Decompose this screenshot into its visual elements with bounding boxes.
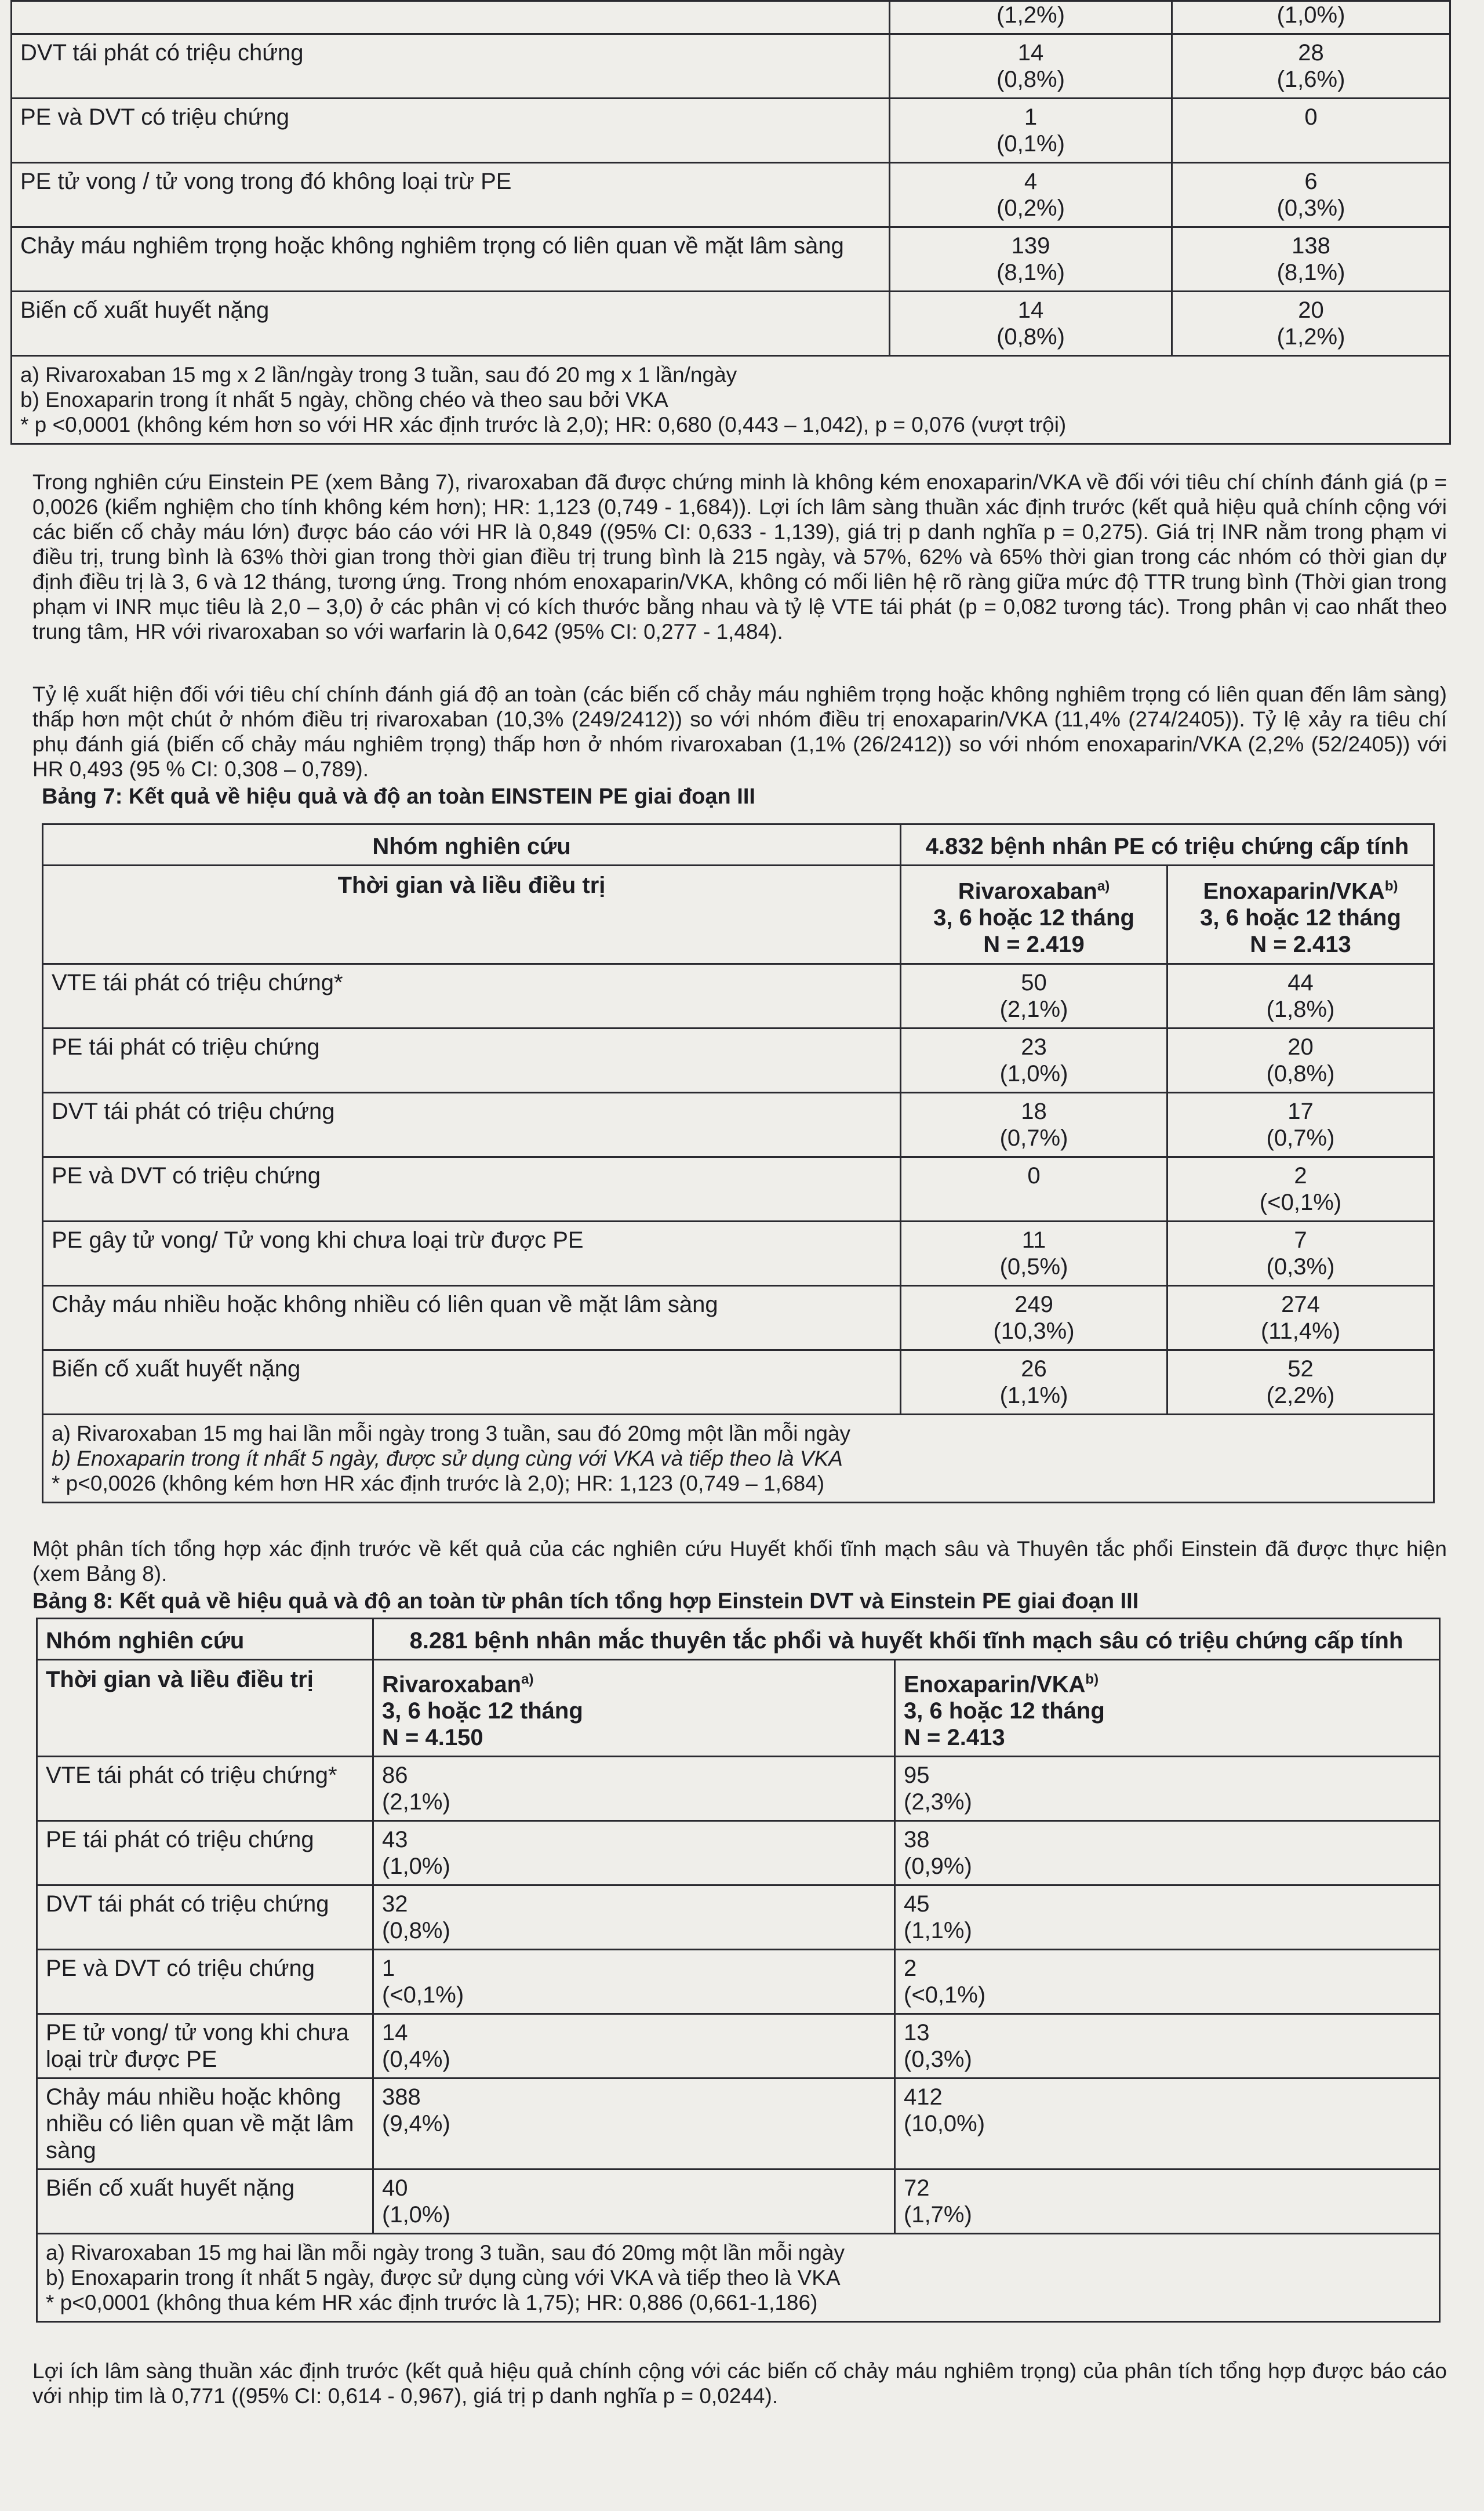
value-cell: [901, 1286, 1167, 1350]
percent-value: (0,3%): [1266, 1254, 1335, 1280]
footnote-star: * p <0,0001 (không kém hơn so với HR xác định trước là 2,0); HR: 0,680 (0,443 – 1,042), p = 0,076 (vượt trội): [20, 413, 1067, 437]
value-cell: [901, 1029, 1167, 1093]
table-row: [37, 2014, 1440, 2078]
value-cell: [1167, 964, 1434, 1029]
count-value: 1: [382, 1956, 395, 1982]
count-value: 38: [904, 1827, 930, 1853]
percent-value: (1,7%): [904, 2202, 972, 2228]
footnote-b: b) Enoxaparin trong ít nhất 5 ngày, được sử dụng cùng với VKA và tiếp theo là VKA: [52, 1447, 843, 1470]
count-value: 44: [1287, 970, 1314, 995]
percent-value: (0,8%): [996, 324, 1065, 350]
paragraph-net-clinical-benefit: Lợi ích lâm sàng thuần xác định trước (kết quả hiệu quả chính cộng với các biến cố chảy máu nghiêm trọng) của phân tích tổng hợp được báo cáo với nhịp tim là 0,771 ((95% CI: 0,614 - 0,967), giá trị p danh nghĩa p = 0,0244).: [32, 2359, 1447, 2408]
table-row: [37, 1885, 1440, 1950]
value-cell: [373, 1885, 895, 1950]
value-cell: [1167, 1350, 1434, 1415]
percent-value: (1,2%): [1276, 324, 1345, 350]
table-row: [37, 1757, 1440, 1821]
footnote-a: a) Rivaroxaban 15 mg x 2 lần/ngày trong 3 tuần, sau đó 20 mg x 1 lần/ngày: [20, 363, 737, 387]
percent-value: (1,6%): [1276, 67, 1345, 92]
count-value: 412: [904, 2084, 943, 2110]
count-value: 43: [382, 1827, 408, 1853]
value-cell: [901, 964, 1167, 1029]
count-value: 6: [1304, 169, 1318, 194]
percent-value: (1,0%): [999, 1061, 1068, 1086]
table-row: [37, 2078, 1440, 2170]
column-header-enoxaparin: Enoxaparin/VKA$^{b)}$ 3, 6 hoặc 12 tháng N = 2.413: [895, 1660, 1440, 1757]
value-cell: [895, 1885, 1440, 1950]
row-label: Biến cố xuất huyết nặng: [12, 292, 890, 356]
count-value: 274: [1281, 1292, 1320, 1317]
table-row: [43, 1093, 1434, 1157]
value-cell: [890, 34, 1172, 99]
value-cell: [373, 2170, 895, 2234]
percent-value: (2,1%): [382, 1789, 450, 1815]
percent-value: (0,4%): [382, 2047, 450, 2073]
table-row: [43, 1029, 1434, 1093]
value-cell: [1167, 1286, 1434, 1350]
percent-value: (0,8%): [382, 1918, 450, 1944]
value-cell: [895, 1757, 1440, 1821]
table-row: [37, 1821, 1440, 1885]
count-value: 20: [1287, 1034, 1314, 1060]
table-6-continuation: [10, 0, 1449, 445]
value-cell: [1172, 292, 1450, 356]
row-label: PE tái phát có triệu chứng: [37, 1821, 373, 1885]
percent-value: (<0,1%): [382, 1982, 464, 2008]
count-value: 388: [382, 2084, 421, 2110]
row-label: DVT tái phát có triệu chứng: [37, 1885, 373, 1950]
percent-value: (10,0%): [904, 2111, 985, 2137]
table-header-row: [43, 824, 1434, 866]
percent-value: (9,4%): [382, 2111, 450, 2137]
value-cell: [901, 1222, 1167, 1286]
value-cell: [895, 1821, 1440, 1885]
row-label: Biến cố xuất huyết nặng: [43, 1350, 901, 1415]
footnote-b: b) Enoxaparin trong ít nhất 5 ngày, chồng chéo và theo sau bởi VKA: [20, 388, 668, 412]
percent-value: (<0,1%): [1259, 1190, 1342, 1215]
footnote-star: * p<0,0026 (không kém hơn HR xác định trước là 2,0); HR: 1,123 (0,749 – 1,684): [52, 1471, 825, 1495]
table-row: [43, 1286, 1434, 1350]
value-cell: [373, 1821, 895, 1885]
count-value: 72: [904, 2175, 930, 2201]
row-label: PE tái phát có triệu chứng: [43, 1029, 901, 1093]
value-cell: [1172, 227, 1450, 292]
percent-value: (0,3%): [904, 2047, 972, 2073]
table-8-title: Bảng 8: Kết quả về hiệu quả và độ an toàn từ phân tích tổng hợp Einstein DVT và Einstein PE giai đoạn III: [32, 1589, 1139, 1614]
value-cell: [895, 2014, 1440, 2078]
value-cell: [373, 2078, 895, 2170]
count-value: 0: [1027, 1163, 1041, 1189]
value-cell: [373, 1757, 895, 1821]
percent-value: (1,0%): [382, 2202, 450, 2228]
row-label: DVT tái phát có triệu chứng: [43, 1093, 901, 1157]
column-header: Thời gian và liều điều trị: [43, 866, 901, 964]
table-row: [43, 1157, 1434, 1222]
table-footnotes: [43, 1415, 1434, 1503]
value-cell: [895, 1950, 1440, 2014]
value-cell: [1167, 1029, 1434, 1093]
value-cell: [1172, 163, 1450, 227]
percent-value: (1,8%): [1266, 997, 1335, 1022]
count-value: 32: [382, 1891, 408, 1917]
value-cell: [373, 1950, 895, 2014]
percent-value: (0,5%): [999, 1254, 1068, 1280]
table-row: [12, 163, 1450, 227]
percent-value: (2,1%): [999, 997, 1068, 1022]
count-value: 0: [1304, 104, 1318, 130]
count-value: 95: [904, 1763, 930, 1789]
count-value: 2: [1294, 1163, 1307, 1189]
row-label: PE tử vong/ tử vong khi chưa loại trừ được PE: [37, 2014, 373, 2078]
table-row: [12, 1, 1450, 34]
row-label: PE gây tử vong/ Tử vong khi chưa loại trừ được PE: [43, 1222, 901, 1286]
percent-value: (0,7%): [999, 1125, 1068, 1151]
value-cell: [373, 2014, 895, 2078]
percent-value: (2,3%): [904, 1789, 972, 1815]
row-label: DVT tái phát có triệu chứng: [12, 34, 890, 99]
percent-value: (8,1%): [996, 260, 1065, 285]
footnote-a: a) Rivaroxaban 15 mg hai lần mỗi ngày trong 3 tuần, sau đó 20mg một lần mỗi ngày: [46, 2241, 845, 2265]
table-row: [37, 1950, 1440, 2014]
table-row: [12, 292, 1450, 356]
percent-value: (<0,1%): [904, 1982, 986, 2008]
count-value: 86: [382, 1763, 408, 1789]
table-header-row: [43, 866, 1434, 964]
footnote-star: * p<0,0001 (không thua kém HR xác định trước là 1,75); HR: 0,886 (0,661-1,186): [46, 2291, 818, 2315]
table-8: [36, 1618, 1439, 2323]
row-label: PE và DVT có triệu chứng: [37, 1950, 373, 2014]
table-footnotes: [37, 2234, 1440, 2322]
value-cell: [890, 99, 1172, 163]
count-value: 14: [1017, 40, 1044, 66]
value-cell: [890, 163, 1172, 227]
row-label: PE và DVT có triệu chứng: [43, 1157, 901, 1222]
percent-value: (8,1%): [1276, 260, 1345, 285]
column-header-rivaroxaban: Rivaroxaban$^{a)}$ 3, 6 hoặc 12 tháng N = 2.419: [901, 866, 1167, 964]
count-value: 139: [1011, 233, 1050, 259]
column-header: 8.281 bệnh nhân mắc thuyên tắc phổi và huyết khối tĩnh mạch sâu có triệu chứng cấp tính: [373, 1619, 1440, 1660]
paragraph-einstein-pe: Trong nghiên cứu Einstein PE (xem Bảng 7), rivaroxaban đã được chứng minh là không kém enoxaparin/VKA về đối với tiêu chí chính đánh giá (p = 0,0026 (kiểm nghiệm cho tính không kém hơn); HR: 1,123 (0,749 - 1,684)). Lợi ích lâm sàng thuần xác định trước (kết quả hiệu quả chính cộng với các biến cố chảy máu lớn) được báo cáo với HR là 0,849 ((95% CI: 0,633 - 1,139), giá trị p danh nghĩa p = 0,275). Giá trị INR nằm trong phạm vi điều trị, trung bình là 63% thời gian trong thời gian điều trị trung bình là 215 ngày, và 57%, 62% và 65% thời gian trong các nhóm có thời gian dự định điều trị là 3, 6 và 12 tháng, tương ứng. Trong nhóm enoxaparin/VKA, không có mối liên hệ rõ ràng giữa mức độ TTR trung bình (Thời gian trong phạm vi INR mục tiêu là 2,0 – 3,0) ở các phân vị có kích thước bằng nhau và tỷ lệ VTE tái phát (p = 0,082 tương tác). Trong phân vị cao nhất theo trung tâm, HR với rivaroxaban so với warfarin là 0,642 (95% CI: 0,277 - 1,484).: [32, 470, 1447, 644]
row-label: VTE tái phát có triệu chứng*: [43, 964, 901, 1029]
count-value: 14: [382, 2020, 408, 2046]
row-label: Biến cố xuất huyết nặng: [37, 2170, 373, 2234]
table-row: [43, 1222, 1434, 1286]
count-value: 20: [1298, 297, 1324, 323]
row-label: Chảy máu nhiều hoặc không nhiều có liên quan về mặt lâm sàng: [43, 1286, 901, 1350]
column-header-enoxaparin: Enoxaparin/VKA$^{b)}$ 3, 6 hoặc 12 tháng N = 2.413: [1167, 866, 1434, 964]
value-cell: [1167, 1093, 1434, 1157]
percent-value: (0,1%): [996, 131, 1065, 157]
value-cell: [1172, 99, 1450, 163]
value-cell: [901, 1350, 1167, 1415]
table-7-title: Bảng 7: Kết quả về hiệu quả và độ an toàn EINSTEIN PE giai đoạn III: [42, 784, 755, 809]
value-cell: [1167, 1157, 1434, 1222]
count-value: 45: [904, 1891, 930, 1917]
row-label: Chảy máu nhiều hoặc không nhiều có liên quan về mặt lâm sàng: [37, 2078, 373, 2170]
count-value: 13: [904, 2020, 930, 2046]
table-row: [43, 1350, 1434, 1415]
percent-value: (11,4%): [1260, 1318, 1341, 1344]
table-row: [43, 964, 1434, 1029]
value-cell: [890, 227, 1172, 292]
count-value: 14: [1017, 297, 1044, 323]
table-header-row: [37, 1619, 1440, 1660]
count-value: 28: [1298, 40, 1324, 66]
value-cell: [1172, 34, 1450, 99]
percent-value: (0,8%): [1266, 1061, 1335, 1086]
count-value: 4: [1024, 169, 1038, 194]
count-value: 40: [382, 2175, 408, 2201]
count-value: 249: [1014, 1292, 1053, 1317]
count-value: 1: [1024, 104, 1038, 130]
value-cell: [901, 1157, 1167, 1222]
row-label: Chảy máu nghiêm trọng hoặc không nghiêm trọng có liên quan về mặt lâm sàng: [12, 227, 890, 292]
table-cell: (1,0%): [1172, 1, 1450, 34]
column-header: Nhóm nghiên cứu: [43, 824, 901, 866]
table-row: [12, 227, 1450, 292]
value-cell: [895, 2078, 1440, 2170]
column-header: 4.832 bệnh nhân PE có triệu chứng cấp tính: [901, 824, 1434, 866]
percent-value: (0,2%): [996, 195, 1065, 221]
percent-value: (10,3%): [993, 1318, 1075, 1344]
paragraph-safety: Tỷ lệ xuất hiện đối với tiêu chí chính đánh giá độ an toàn (các biến cố chảy máu nghiêm trọng hoặc không nghiêm trọng có liên quan đến lâm sàng) thấp hơn một chút ở nhóm điều trị rivaroxaban (10,3% (249/2412)) so với nhóm điều trị enoxaparin/VKA (11,4% (274/2405)). Tỷ lệ xảy ra tiêu chí phụ đánh giá (biến cố chảy máu nghiêm trọng) thấp hơn ở nhóm rivaroxaban (1,1% (26/2412)) so với nhóm enoxaparin/VKA (2,2% (52/2405)) với HR 0,493 (95 % CI: 0,308 – 0,789).: [32, 682, 1447, 781]
table-cell: (1,2%): [890, 1, 1172, 34]
count-value: 52: [1287, 1356, 1314, 1382]
percent-value: (1,1%): [999, 1383, 1068, 1408]
percent-value: (0,8%): [996, 67, 1065, 92]
count-value: 18: [1021, 1099, 1047, 1124]
row-label: PE tử vong / tử vong trong đó không loại trừ PE: [12, 163, 890, 227]
footnote-a: a) Rivaroxaban 15 mg hai lần mỗi ngày trong 3 tuần, sau đó 20mg một lần mỗi ngày: [52, 1422, 851, 1445]
percent-value: (0,9%): [904, 1854, 972, 1880]
count-value: 50: [1021, 970, 1047, 995]
row-label: VTE tái phát có triệu chứng*: [37, 1757, 373, 1821]
footnote-b: b) Enoxaparin trong ít nhất 5 ngày, được sử dụng cùng với VKA và tiếp theo là VKA: [46, 2266, 841, 2290]
column-header: Thời gian và liều điều trị: [37, 1660, 373, 1757]
count-value: 11: [1021, 1227, 1046, 1253]
count-value: 26: [1021, 1356, 1047, 1382]
value-cell: [901, 1093, 1167, 1157]
table-row: [12, 34, 1450, 99]
count-value: 17: [1287, 1099, 1314, 1124]
count-value: 23: [1021, 1034, 1047, 1060]
percent-value: (0,3%): [1276, 195, 1345, 221]
paragraph-pooled-analysis: Một phân tích tổng hợp xác định trước về kết quả của các nghiên cứu Huyết khối tĩnh mạch sâu và Thuyên tắc phổi Einstein đã được thực hiện (xem Bảng 8).: [32, 1537, 1447, 1586]
table-row: [37, 2170, 1440, 2234]
row-label: PE và DVT có triệu chứng: [12, 99, 890, 163]
table-header-row: [37, 1660, 1440, 1757]
percent-value: (1,0%): [382, 1854, 450, 1880]
value-cell: [890, 292, 1172, 356]
percent-value: (1,1%): [904, 1918, 972, 1944]
percent-value: (0,7%): [1266, 1125, 1335, 1151]
count-value: 138: [1292, 233, 1330, 259]
value-cell: [1167, 1222, 1434, 1286]
count-value: 2: [904, 1956, 917, 1982]
table-7: [42, 823, 1433, 1503]
count-value: 7: [1294, 1227, 1307, 1253]
column-header: Nhóm nghiên cứu: [37, 1619, 373, 1660]
percent-value: (2,2%): [1266, 1383, 1335, 1408]
column-header-rivaroxaban: Rivaroxaban$^{a)}$ 3, 6 hoặc 12 tháng N = 4.150: [373, 1660, 895, 1757]
table-row: [12, 99, 1450, 163]
value-cell: [895, 2170, 1440, 2234]
table-footnotes: [12, 356, 1450, 444]
